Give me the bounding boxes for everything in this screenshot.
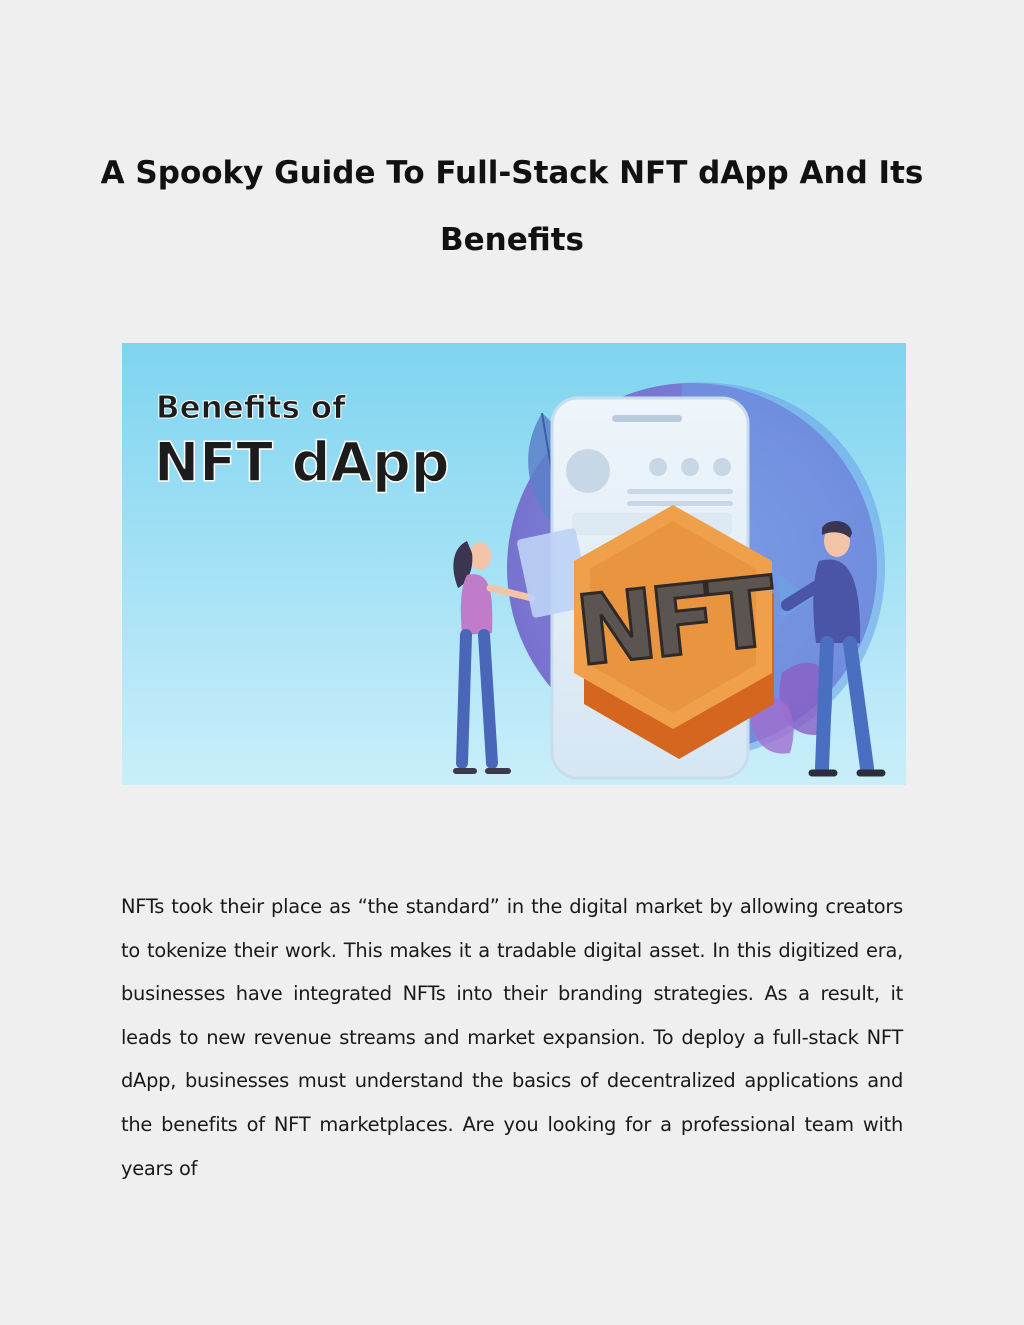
page-title: A Spooky Guide To Full-Stack NFT dApp And Its Benefits [100, 155, 924, 258]
article-body-paragraph: NFTs took their place as “the standard” in the digital market by allowing creators to tokenize their work. This makes it a tradable digital asset. In this digitized era, businesses have integrated NFTs into their branding strategies. As a result, it leads to new revenue streams and market expansion. To deploy a full-stack NFT dApp, businesses must understand the basics of decentralized applications and the benefits of NFT marketplaces. Are you looking for a professional team with years of [121, 895, 903, 1180]
nft-badge-text: NFT [570, 556, 775, 688]
hero-heading-line1: Benefits of [156, 390, 346, 426]
hero-heading-line2: NFT dApp [154, 431, 450, 494]
hero-image [122, 343, 906, 785]
